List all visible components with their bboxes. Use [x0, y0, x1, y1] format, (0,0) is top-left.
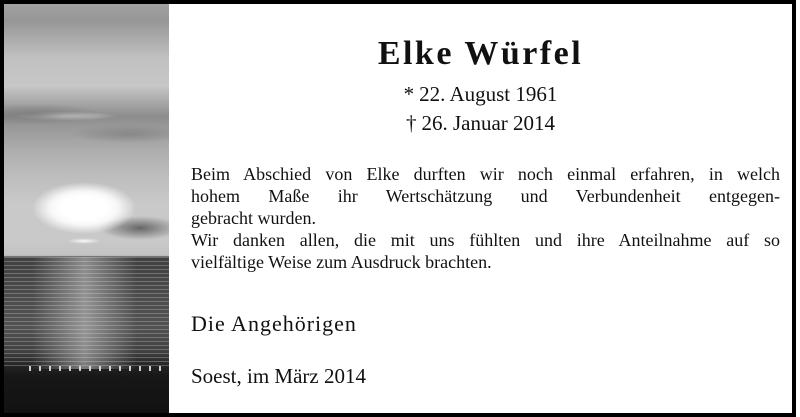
condolence-line: Beim Abschied von Elke durften wir noch einmal erfahren, in welch: [191, 164, 780, 184]
birth-date: 22. August 1961: [419, 82, 558, 106]
death-date-line: [169, 109, 792, 138]
birth-date-line: [169, 80, 792, 109]
mourners-signature: Die Angehörigen: [191, 311, 357, 336]
deceased-name: Elke Würfel: [377, 35, 584, 72]
notice-text-column: [169, 4, 792, 413]
condolence-line: vielfältige Weise zum Ausdruck brachten.: [191, 252, 492, 272]
death-date: 26. Januar 2014: [421, 111, 556, 135]
place-and-date: Soest, im März 2014: [191, 364, 366, 388]
condolence-line: gebracht wurden.: [191, 208, 316, 228]
seascape-sunset-photo: [4, 4, 169, 413]
life-dates: [169, 80, 792, 138]
death-cross-symbol: †: [405, 111, 417, 135]
condolence-line: Wir danken allen, die mit uns fühlten und ihre Anteilnahme auf so: [191, 230, 780, 250]
condolence-text: [191, 163, 780, 273]
condolence-line: hohem Maße ihr Wertschätzung und Verbundenheit entgegen-: [191, 186, 780, 206]
birth-star-symbol: *: [403, 82, 415, 106]
